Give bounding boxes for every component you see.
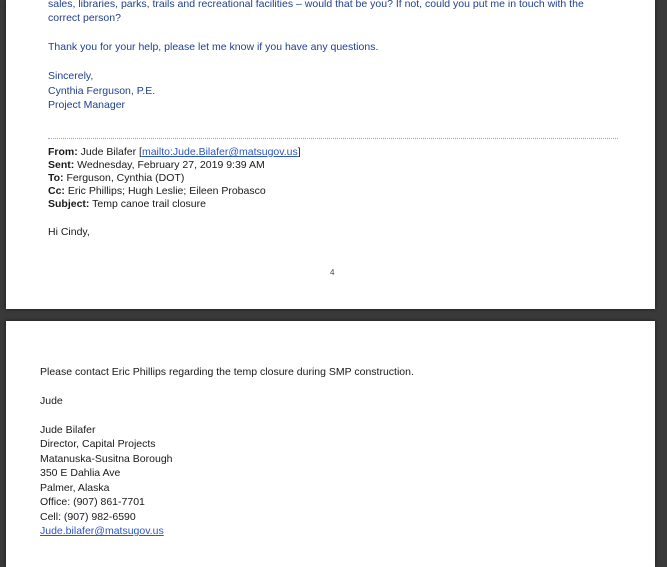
signature-street: 350 E Dahlia Ave [40,467,121,479]
body-text-line: sales, libraries, parks, trails and recreational facilities – would that be you? If not, could you put me in touch with the [48,0,584,10]
signature-city: Palmer, Alaska [40,482,110,494]
subject-value: Temp canoe trail closure [92,198,206,210]
from-label: From: [48,146,78,158]
to-value: Ferguson, Cynthia (DOT) [66,172,185,184]
greeting-line: Hi Cindy, [48,226,90,238]
email-subject-line [48,198,206,211]
email-sent-line [48,159,265,172]
short-signature: Jude [40,395,63,407]
signature-cell-phone: Cell: (907) 982-6590 [40,511,136,523]
signer-title: Project Manager [48,99,126,111]
document-page-4 [6,0,655,309]
email-from-line: From: Jude Bilafer [mailto:Jude.Bilafer@matsugov.us] [48,146,301,158]
subject-label: Subject: [48,198,90,210]
from-mailto-link[interactable]: mailto:Jude.Bilafer@matsugov.us [141,146,298,158]
body-text-line: correct person? [48,12,121,24]
signature-title: Director, Capital Projects [40,438,156,450]
page-number: 4 [330,268,335,277]
from-name: Jude Bilafer [80,146,137,158]
thanks-line: Thank you for your help, please let me know if you have any questions. [48,41,379,53]
email-cc-line [48,185,266,198]
document-page-5 [6,321,655,567]
signer-name: Cynthia Ferguson, P.E. [48,85,156,97]
email-to-line [48,172,184,185]
closing-line: Sincerely, [48,70,94,82]
signature-name: Jude Bilafer [40,424,96,436]
signature-org: Matanuska-Susitna Borough [40,453,173,465]
to-label: To: [48,172,64,184]
cc-value: Eric Phillips; Hugh Leslie; Eileen Probasco [67,185,266,197]
sent-value: Wednesday, February 27, 2019 9:39 AM [77,159,265,171]
signature-office-phone: Office: (907) 861-7701 [40,496,145,508]
message-line: Please contact Eric Phillips regarding the temp closure during SMP construction. [40,366,414,378]
email-separator [48,138,618,139]
cc-label: Cc: [48,185,65,197]
sent-label: Sent: [48,159,75,171]
signature-email-link[interactable]: Jude.bilafer@matsugov.us [40,525,164,537]
